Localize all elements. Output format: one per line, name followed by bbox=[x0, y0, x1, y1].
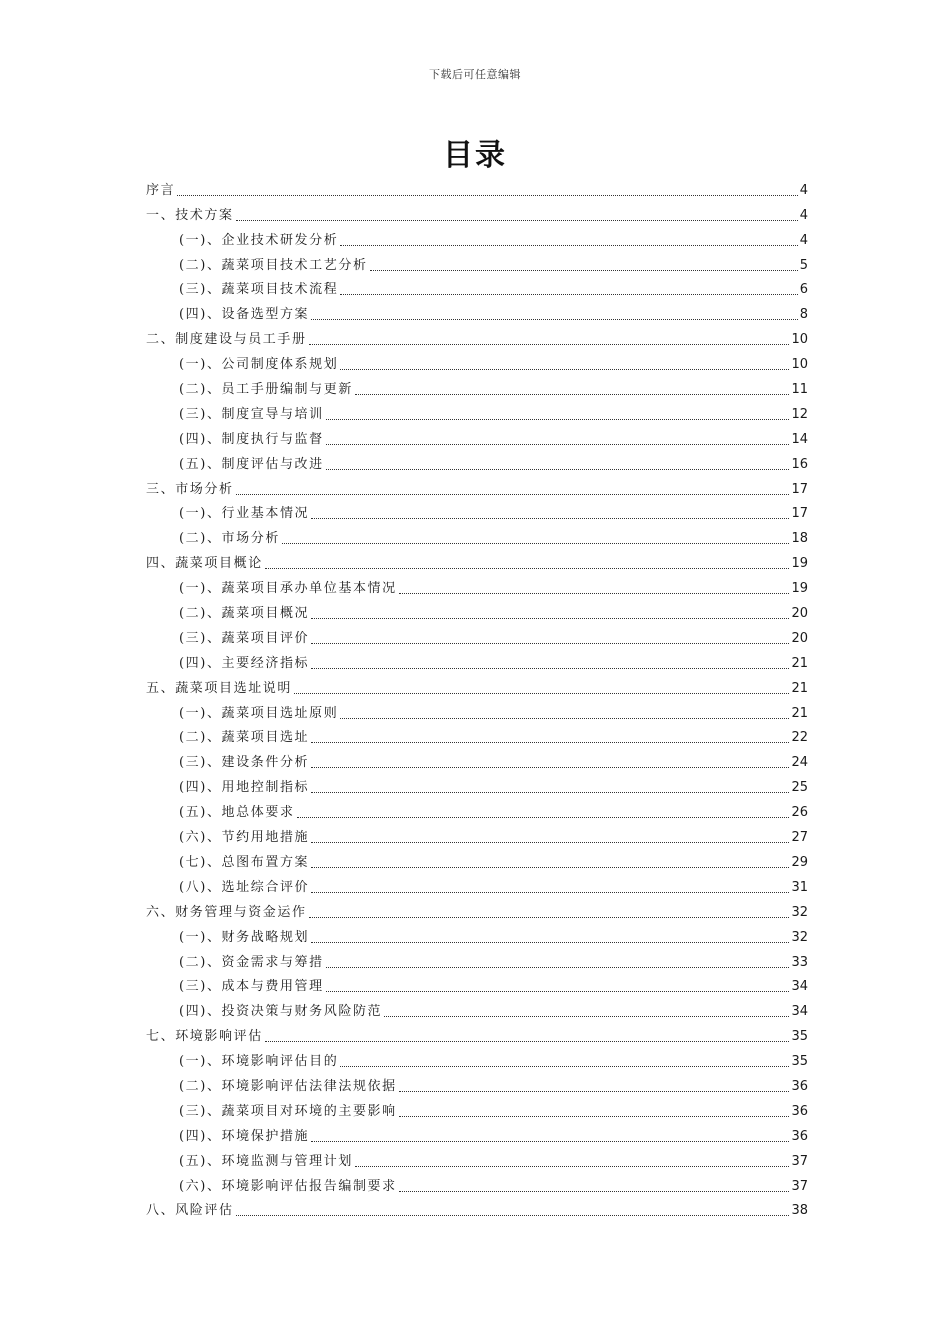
toc-entry-page-number: 10 bbox=[791, 332, 808, 348]
toc-entry-title: (一)、财务战略规划 bbox=[179, 929, 310, 945]
toc-entry[interactable] bbox=[146, 897, 808, 922]
toc-entry[interactable] bbox=[146, 324, 808, 349]
toc-entry-title: (七)、总图布置方案 bbox=[179, 854, 310, 870]
toc-entry-title: (四)、设备选型方案 bbox=[179, 307, 310, 323]
toc-entry-page-number: 25 bbox=[791, 780, 808, 796]
toc-dot-leader bbox=[340, 293, 797, 295]
toc-entry-title: (三)、蔬菜项目对环境的主要影响 bbox=[179, 1103, 397, 1119]
toc-entry[interactable] bbox=[146, 399, 808, 424]
toc-entry-title: (三)、蔬菜项目评价 bbox=[179, 630, 310, 646]
toc-entry[interactable] bbox=[146, 474, 808, 499]
toc-entry-page-number: 4 bbox=[799, 207, 808, 223]
toc-entry-title: (四)、主要经济指标 bbox=[179, 655, 310, 671]
toc-entry[interactable] bbox=[146, 972, 808, 997]
toc-entry-page-number: 8 bbox=[799, 307, 808, 323]
toc-entry-title: (四)、投资决策与财务风险防范 bbox=[179, 1004, 383, 1020]
toc-entry[interactable] bbox=[146, 822, 808, 847]
toc-entry[interactable] bbox=[146, 598, 808, 623]
toc-dot-leader bbox=[399, 1190, 790, 1192]
toc-entry-title: (三)、蔬菜项目技术流程 bbox=[179, 282, 339, 298]
toc-entry-page-number: 4 bbox=[799, 232, 808, 248]
toc-entry-page-number: 22 bbox=[791, 730, 808, 746]
toc-dot-leader bbox=[399, 1090, 790, 1092]
toc-entry-page-number: 32 bbox=[791, 929, 808, 945]
toc-entry-page-number: 19 bbox=[791, 556, 808, 572]
toc-entry-title: (二)、蔬菜项目选址 bbox=[179, 730, 310, 746]
toc-entry-title: (六)、节约用地措施 bbox=[179, 830, 310, 846]
toc-entry[interactable] bbox=[146, 548, 808, 573]
toc-entry-page-number: 20 bbox=[791, 606, 808, 622]
toc-entry[interactable] bbox=[146, 499, 808, 524]
toc-entry-page-number: 35 bbox=[791, 1029, 808, 1045]
toc-entry-page-number: 37 bbox=[791, 1178, 808, 1194]
toc-dot-leader bbox=[311, 891, 789, 893]
toc-entry[interactable] bbox=[146, 673, 808, 698]
toc-dot-leader bbox=[340, 368, 789, 370]
toc-entry-page-number: 19 bbox=[791, 581, 808, 597]
toc-entry[interactable] bbox=[146, 1171, 808, 1196]
toc-entry-title: (二)、环境影响评估法律法规依据 bbox=[179, 1078, 397, 1094]
toc-entry-title: (八)、选址综合评价 bbox=[179, 879, 310, 895]
toc-entry-title: (二)、资金需求与筹措 bbox=[179, 954, 324, 970]
toc-entry[interactable] bbox=[146, 374, 808, 399]
toc-entry-page-number: 26 bbox=[791, 805, 808, 821]
toc-entry[interactable] bbox=[146, 573, 808, 598]
toc-entry-title: (二)、市场分析 bbox=[179, 531, 280, 547]
toc-entry-title: (四)、用地控制指标 bbox=[179, 780, 310, 796]
toc-dot-leader bbox=[326, 443, 790, 445]
toc-entry-title: 八、风险评估 bbox=[146, 1203, 234, 1219]
table-of-contents bbox=[146, 175, 808, 1220]
toc-entry-page-number: 21 bbox=[791, 705, 808, 721]
toc-dot-leader bbox=[384, 1015, 789, 1017]
toc-entry-page-number: 21 bbox=[791, 680, 808, 696]
toc-entry-title: 序言 bbox=[146, 182, 176, 198]
toc-entry[interactable] bbox=[146, 1146, 808, 1171]
toc-entry[interactable] bbox=[146, 947, 808, 972]
toc-dot-leader bbox=[340, 717, 789, 719]
toc-entry[interactable] bbox=[146, 922, 808, 947]
toc-entry-page-number: 34 bbox=[791, 1004, 808, 1020]
toc-entry[interactable] bbox=[146, 648, 808, 673]
toc-entry-page-number: 34 bbox=[791, 979, 808, 995]
toc-entry-page-number: 10 bbox=[791, 357, 808, 373]
toc-dot-leader bbox=[311, 741, 789, 743]
toc-entry-page-number: 18 bbox=[791, 531, 808, 547]
toc-entry[interactable] bbox=[146, 797, 808, 822]
toc-entry-page-number: 36 bbox=[791, 1103, 808, 1119]
toc-dot-leader bbox=[326, 468, 790, 470]
toc-entry-page-number: 17 bbox=[791, 506, 808, 522]
toc-entry-title: (一)、公司制度体系规划 bbox=[179, 357, 339, 373]
toc-entry-title: 五、蔬菜项目选址说明 bbox=[146, 680, 293, 696]
toc-entry-title: (六)、环境影响评估报告编制要求 bbox=[179, 1178, 397, 1194]
toc-entry-page-number: 12 bbox=[791, 406, 808, 422]
toc-dot-leader bbox=[355, 1165, 790, 1167]
toc-entry[interactable] bbox=[146, 523, 808, 548]
toc-dot-leader bbox=[370, 269, 798, 271]
toc-dot-leader bbox=[297, 816, 790, 818]
toc-entry[interactable] bbox=[146, 349, 808, 374]
toc-dot-leader bbox=[311, 791, 789, 793]
toc-entry[interactable] bbox=[146, 275, 808, 300]
toc-entry[interactable] bbox=[146, 623, 808, 648]
toc-dot-leader bbox=[177, 194, 798, 196]
toc-dot-leader bbox=[399, 592, 790, 594]
toc-entry-title: (一)、蔬菜项目承办单位基本情况 bbox=[179, 581, 397, 597]
toc-entry[interactable] bbox=[146, 250, 808, 275]
toc-entry-page-number: 16 bbox=[791, 456, 808, 472]
toc-entry-title: (五)、地总体要求 bbox=[179, 805, 295, 821]
toc-dot-leader bbox=[399, 1115, 790, 1117]
toc-entry-page-number: 38 bbox=[791, 1203, 808, 1219]
toc-entry-page-number: 27 bbox=[791, 830, 808, 846]
toc-entry-page-number: 36 bbox=[791, 1128, 808, 1144]
toc-entry-page-number: 14 bbox=[791, 431, 808, 447]
toc-dot-leader bbox=[326, 990, 790, 992]
toc-entry-title: 七、环境影响评估 bbox=[146, 1029, 263, 1045]
toc-entry[interactable] bbox=[146, 1021, 808, 1046]
toc-entry-title: 六、财务管理与资金运作 bbox=[146, 904, 307, 920]
toc-entry-page-number: 21 bbox=[791, 655, 808, 671]
toc-dot-leader bbox=[236, 493, 790, 495]
toc-dot-leader bbox=[326, 966, 790, 968]
toc-dot-leader bbox=[282, 542, 790, 544]
toc-dot-leader bbox=[294, 692, 789, 694]
toc-dot-leader bbox=[311, 766, 789, 768]
toc-entry-title: 二、制度建设与员工手册 bbox=[146, 332, 307, 348]
toc-dot-leader bbox=[265, 1040, 790, 1042]
toc-entry-title: (三)、制度宣导与培训 bbox=[179, 406, 324, 422]
toc-entry-page-number: 37 bbox=[791, 1153, 808, 1169]
toc-entry-page-number: 11 bbox=[791, 382, 808, 398]
toc-dot-leader bbox=[326, 418, 790, 420]
toc-entry-title: (二)、蔬菜项目技术工艺分析 bbox=[179, 257, 368, 273]
toc-entry[interactable] bbox=[146, 424, 808, 449]
toc-entry[interactable] bbox=[146, 449, 808, 474]
toc-entry-title: 四、蔬菜项目概论 bbox=[146, 556, 263, 572]
toc-entry-page-number: 29 bbox=[791, 854, 808, 870]
toc-dot-leader bbox=[236, 1214, 790, 1216]
toc-entry-page-number: 6 bbox=[799, 282, 808, 298]
toc-entry[interactable] bbox=[146, 847, 808, 872]
toc-entry-title: (五)、制度评估与改进 bbox=[179, 456, 324, 472]
toc-entry-title: (一)、环境影响评估目的 bbox=[179, 1054, 339, 1070]
toc-dot-leader bbox=[265, 567, 790, 569]
toc-entry[interactable] bbox=[146, 723, 808, 748]
toc-entry[interactable] bbox=[146, 772, 808, 797]
toc-entry-title: 三、市场分析 bbox=[146, 481, 234, 497]
toc-entry-title: (一)、企业技术研发分析 bbox=[179, 232, 339, 248]
header-note: 下载后可任意编辑 bbox=[429, 68, 521, 81]
toc-entry-page-number: 36 bbox=[791, 1078, 808, 1094]
toc-dot-leader bbox=[311, 866, 789, 868]
toc-dot-leader bbox=[311, 642, 789, 644]
toc-entry[interactable] bbox=[146, 299, 808, 324]
toc-entry-page-number: 4 bbox=[799, 182, 808, 198]
toc-entry[interactable] bbox=[146, 1121, 808, 1146]
toc-entry-title: (一)、行业基本情况 bbox=[179, 506, 310, 522]
toc-entry-page-number: 35 bbox=[791, 1054, 808, 1070]
toc-entry-page-number: 5 bbox=[799, 257, 808, 273]
toc-dot-leader bbox=[311, 318, 798, 320]
toc-dot-leader bbox=[311, 617, 789, 619]
toc-entry-page-number: 32 bbox=[791, 904, 808, 920]
toc-entry-title: (四)、环境保护措施 bbox=[179, 1128, 310, 1144]
toc-entry-page-number: 31 bbox=[791, 879, 808, 895]
toc-entry-title: (二)、员工手册编制与更新 bbox=[179, 382, 353, 398]
toc-dot-leader bbox=[340, 1065, 789, 1067]
toc-dot-leader bbox=[340, 244, 797, 246]
toc-dot-leader bbox=[309, 343, 790, 345]
toc-entry-page-number: 33 bbox=[791, 954, 808, 970]
toc-dot-leader bbox=[311, 517, 789, 519]
toc-dot-leader bbox=[311, 841, 789, 843]
toc-entry-page-number: 24 bbox=[791, 755, 808, 771]
toc-dot-leader bbox=[311, 1140, 789, 1142]
toc-entry-title: 一、技术方案 bbox=[146, 207, 234, 223]
toc-entry-title: (四)、制度执行与监督 bbox=[179, 431, 324, 447]
toc-entry[interactable] bbox=[146, 698, 808, 723]
toc-entry[interactable] bbox=[146, 1096, 808, 1121]
toc-entry[interactable] bbox=[146, 747, 808, 772]
toc-entry[interactable] bbox=[146, 1046, 808, 1071]
toc-entry[interactable] bbox=[146, 200, 808, 225]
toc-entry[interactable] bbox=[146, 1196, 808, 1221]
toc-entry[interactable] bbox=[146, 175, 808, 200]
toc-dot-leader bbox=[355, 393, 790, 395]
toc-entry[interactable] bbox=[146, 1071, 808, 1096]
toc-entry-title: (三)、成本与费用管理 bbox=[179, 979, 324, 995]
toc-entry-page-number: 20 bbox=[791, 630, 808, 646]
toc-dot-leader bbox=[311, 941, 789, 943]
toc-entry[interactable] bbox=[146, 872, 808, 897]
toc-title: 目录 bbox=[443, 138, 507, 173]
toc-entry[interactable] bbox=[146, 996, 808, 1021]
toc-entry[interactable] bbox=[146, 225, 808, 250]
toc-dot-leader bbox=[311, 667, 789, 669]
toc-entry-title: (三)、建设条件分析 bbox=[179, 755, 310, 771]
toc-entry-title: (一)、蔬菜项目选址原则 bbox=[179, 705, 339, 721]
toc-dot-leader bbox=[309, 916, 790, 918]
toc-entry-title: (五)、环境监测与管理计划 bbox=[179, 1153, 353, 1169]
toc-dot-leader bbox=[236, 219, 798, 221]
toc-entry-page-number: 17 bbox=[791, 481, 808, 497]
toc-entry-title: (二)、蔬菜项目概况 bbox=[179, 606, 310, 622]
